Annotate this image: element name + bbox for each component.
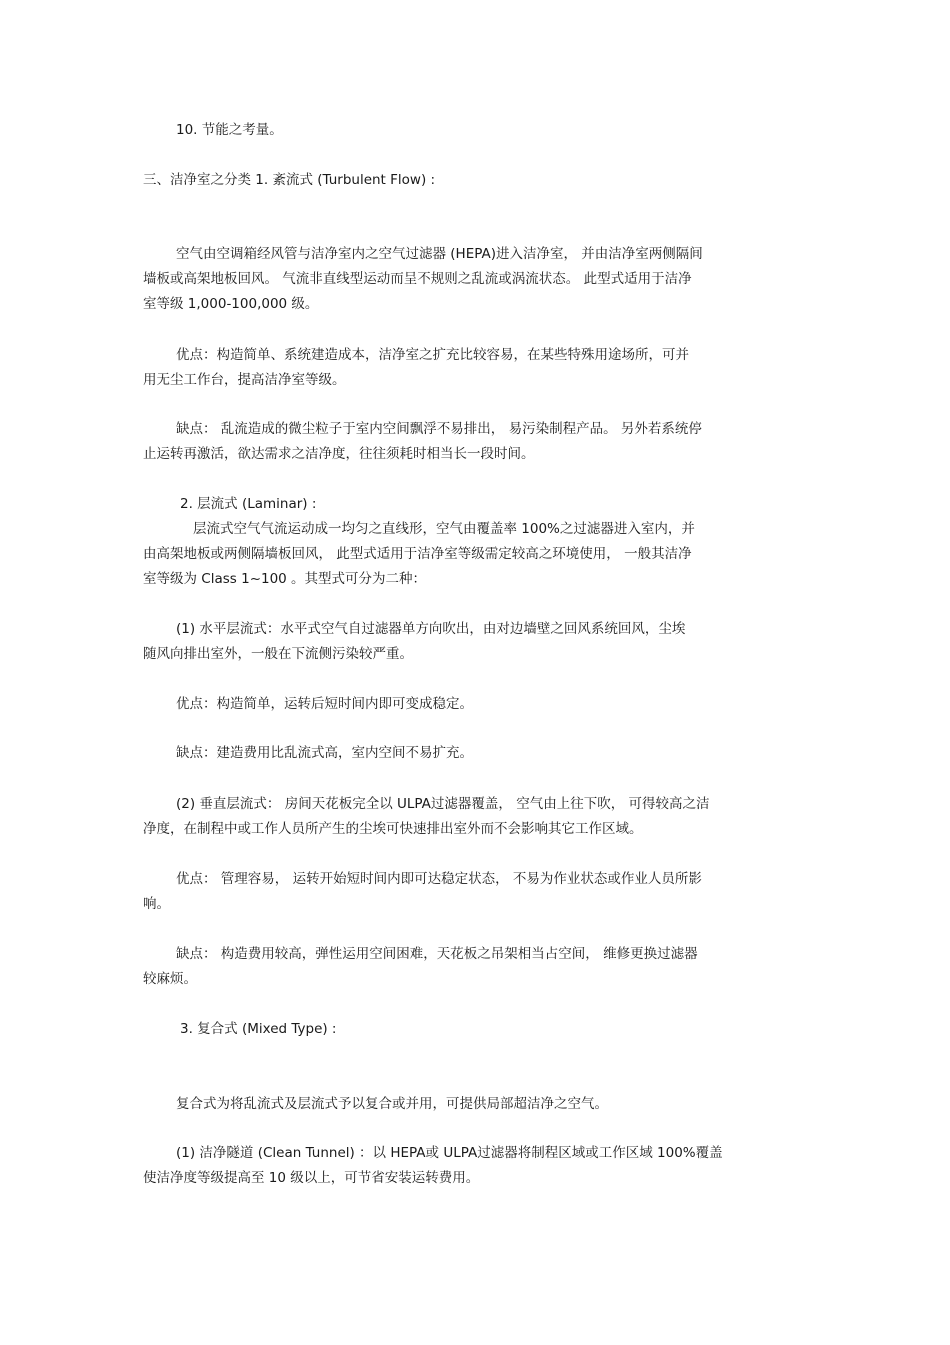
paragraph-line: 复合式为将乱流式及层流式予以复合或并用，可提供局部超洁净之空气。 — [176, 1096, 608, 1112]
paragraph-line: 室等级 1,000-100,000 级。 — [143, 296, 319, 312]
paragraph-line: 响。 — [143, 896, 170, 912]
paragraph-line: 随风向排出室外，一般在下流侧污染较严重。 — [143, 646, 413, 662]
paragraph-line: (2) 垂直层流式： 房间天花板完全以 ULPA过滤器覆盖， 空气由上往下吹， 可得较高之洁 — [176, 796, 710, 812]
paragraph-line: 室等级为 Class 1~100 。其型式可分为二种： — [143, 571, 427, 587]
paragraph-line: 墙板或高架地板回风。 气流非直线型运动而呈不规则之乱流或涡流状态。 此型式适用于洁净 — [143, 271, 692, 287]
paragraph-line: 缺点：建造费用比乱流式高，室内空间不易扩充。 — [176, 745, 473, 761]
paragraph-line: 使洁净度等级提高至 10 级以上，可节省安装运转费用。 — [143, 1170, 480, 1186]
list-item-10: 10. 节能之考量。 — [176, 122, 283, 138]
paragraph-line: 优点：构造简单，运转后短时间内即可变成稳定。 — [176, 696, 473, 712]
paragraph-line: 缺点： 构造费用较高，弹性运用空间困难，天花板之吊架相当占空间， 维修更换过滤器 — [176, 946, 698, 962]
section-heading-classification: 三、洁净室之分类 1. 紊流式 (Turbulent Flow) : — [143, 172, 436, 188]
paragraph-line: 止运转再激活，欲达需求之洁净度，往往须耗时相当长一段时间。 — [143, 446, 535, 462]
subsection-heading-mixed: 3. 复合式 (Mixed Type) : — [180, 1021, 337, 1037]
paragraph-line: 优点： 管理容易， 运转开始短时间内即可达稳定状态， 不易为作业状态或作业人员所影 — [176, 871, 702, 887]
paragraph-line: 层流式空气气流运动成一均匀之直线形，空气由覆盖率 100%之过滤器进入室内，并 — [193, 521, 695, 537]
paragraph-line: 空气由空调箱经风管与洁净室内之空气过滤器 (HEPA)进入洁净室， 并由洁净室两侧隔间 — [176, 246, 703, 262]
paragraph-line: 优点：构造简单、系统建造成本，洁净室之扩充比较容易，在某些特殊用途场所，可并 — [176, 347, 689, 363]
paragraph-line: 较麻烦。 — [143, 971, 197, 987]
paragraph-line: (1) 水平层流式：水平式空气自过滤器单方向吹出，由对边墙壁之回风系统回风，尘埃 — [176, 621, 686, 637]
paragraph-line: (1) 洁净隧道 (Clean Tunnel) ：以 HEPA或 ULPA过滤器将制程区域或工作区域 100%覆盖 — [176, 1145, 723, 1161]
paragraph-line: 缺点： 乱流造成的微尘粒子于室内空间飘浮不易排出， 易污染制程产品。 另外若系统停 — [176, 421, 702, 437]
paragraph-line: 净度，在制程中或工作人员所产生的尘埃可快速排出室外而不会影响其它工作区域。 — [143, 821, 643, 837]
paragraph-line: 由高架地板或两侧隔墙板回风， 此型式适用于洁净室等级需定较高之环境使用， 一般其洁净 — [143, 546, 692, 562]
subsection-heading-laminar: 2. 层流式 (Laminar) : — [180, 496, 317, 512]
paragraph-line: 用无尘工作台，提高洁净室等级。 — [143, 372, 346, 388]
